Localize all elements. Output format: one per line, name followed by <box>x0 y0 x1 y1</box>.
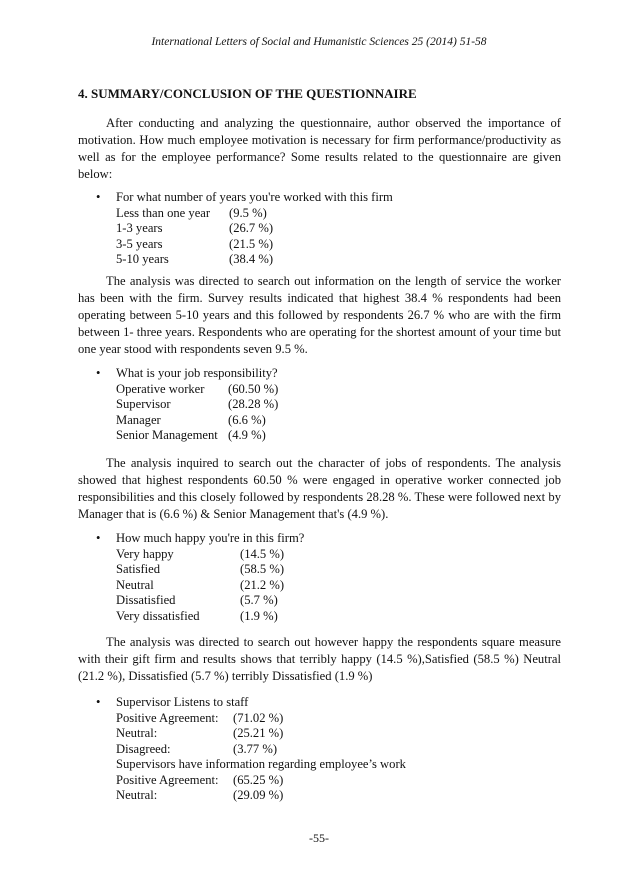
intro-paragraph: After conducting and analyzing the questionnaire, author observed the importance of motivation. How much employee motivation is necessary for firm performance/productivity as well as for the employee performance? Some results related to the questionnaire are given below: <box>78 116 561 181</box>
paragraph-3: The analysis was directed to search out however happy the respondents square measure with their gift firm and results shows that terribly happy (14.5 %),Satisfied (58.5 %) Neutral (21.2 %), Dissatisfied (5.7 %) terribly Dissatisfied (1.9 %) <box>78 635 561 683</box>
list-item: Manager (6.6 %) <box>116 412 266 427</box>
list-item: Neutral: (29.09 %) <box>116 788 284 802</box>
list-item: Positive Agreement: (71.02 %) <box>116 710 284 725</box>
paragraph-2: The analysis inquired to search out the character of jobs of respondents. The analysis showed that highest respondents 60.50 % were engaged in operative worker connected job responsibilities and this closely followed by respondents 28.28 %. These were followed next by Manager that is (6.6 %) & Senior Management that's (4.9 %). <box>78 456 561 521</box>
question-1 <box>94 190 393 206</box>
bullet-icon: • <box>96 366 101 380</box>
list-item: Dissatisfied (5.7 %) <box>116 593 278 607</box>
section-title: 4. SUMMARY/CONCLUSION OF THE QUESTIONNAIRE <box>78 86 417 101</box>
question-4-block <box>94 695 406 804</box>
list-item: Disagreed: (3.77 %) <box>116 741 278 756</box>
question-3-text: How much happy you're in this firm? <box>116 531 305 545</box>
list-item: Supervisor (28.28 %) <box>116 397 279 411</box>
list-item: Positive Agreement: (65.25 %) <box>116 772 284 787</box>
list-item: 3-5 years (21.5 %) <box>116 236 274 251</box>
question-1-block <box>94 190 393 268</box>
sub-question: Supervisors have information regarding employee’s work <box>116 757 406 771</box>
bullet-icon: • <box>96 190 101 204</box>
list-item: Operative worker (60.50 %) <box>116 381 279 396</box>
bullet-icon: • <box>96 695 101 709</box>
question-2 <box>94 366 278 382</box>
list-item: 5-10 years (38.4 %) <box>116 252 274 266</box>
question-1-text: For what number of years you're worked with this firm <box>116 190 393 204</box>
paragraph-1: The analysis was directed to search out information on the length of service the worker has been with the firm. Survey results indicated that highest 38.4 % respondents had been operating between 5-10 years and this followed by respondents 26.7 % who are with the firm between 1- three years. Respondents who are operating for the shortest amount of your time but one year stood with respondents seven 9.5 %. <box>78 274 561 356</box>
list-item: 1-3 years (26.7 %) <box>116 221 274 235</box>
question-2-block <box>94 366 278 444</box>
question-3-block <box>94 531 304 624</box>
list-item: Neutral (21.2 %) <box>116 577 285 592</box>
question-4 <box>94 695 406 711</box>
question-3 <box>94 531 304 547</box>
list-item: Neutral: (25.21 %) <box>116 726 284 740</box>
list-item: Satisfied (58.5 %) <box>116 562 285 576</box>
question-4-text: Supervisor Listens to staff <box>116 695 249 709</box>
list-item: Very happy (14.5 %) <box>116 546 285 561</box>
list-item: Less than one year (9.5 %) <box>116 205 267 220</box>
list-item: Senior Management (4.9 %) <box>116 428 266 442</box>
page-number: -55- <box>309 831 329 845</box>
bullet-icon: • <box>96 531 101 545</box>
running-header: International Letters of Social and Humanistic Sciences 25 (2014) 51-58 <box>151 36 487 48</box>
question-2-text: What is your job responsibility? <box>116 366 278 380</box>
list-item: Very dissatisfied (1.9 %) <box>116 608 278 623</box>
